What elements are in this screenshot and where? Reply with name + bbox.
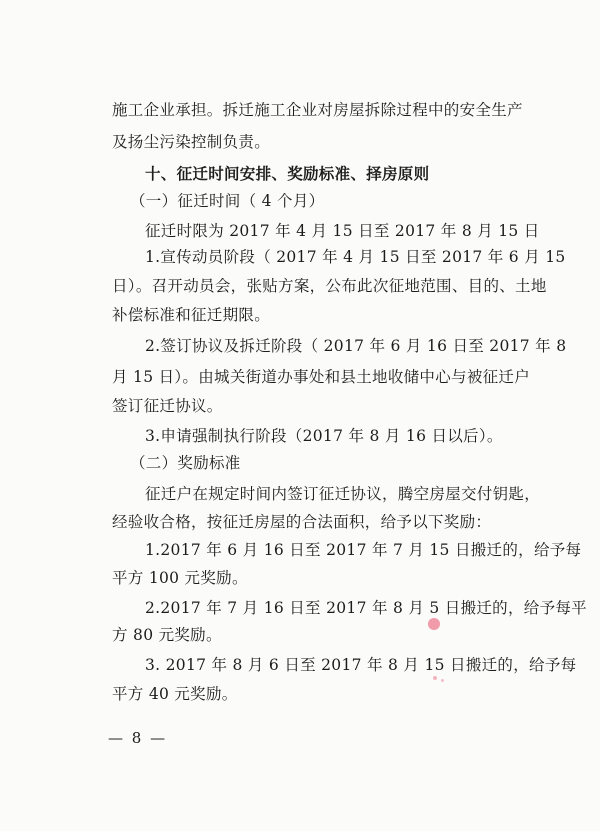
text-line-10: 月 15 日）。由城关街道办事处和县土地收储中心与被征迁户: [112, 368, 531, 386]
text-line-20: 3. 2017 年 8 月 6 日至 2017 年 8 月 15 日搬迁的，给予每: [145, 656, 577, 674]
text-line-16: 1.2017 年 6 月 16 日至 2017 年 7 月 15 日搬迁的，给予每: [145, 541, 582, 559]
text-line-5: 征迁时限为 2017 年 4 月 15 日至 2017 年 8 月 15 日: [145, 222, 540, 240]
text-line-11: 签订征迁协议。: [112, 397, 223, 415]
stamp-ink-speck: [441, 679, 444, 682]
text-line-8: 补偿标准和征迁期限。: [112, 306, 271, 324]
text-line-12: 3.申请强制执行阶段（2017 年 8 月 16 日以后）。: [145, 427, 503, 445]
text-line-1: 施工企业承担。拆迁施工企业对房屋拆除过程中的安全生产: [112, 101, 523, 119]
text-line-15: 经验收合格，按征迁房屋的合法面积，给予以下奖励：: [112, 513, 492, 531]
stamp-ink-mark: [428, 618, 440, 630]
text-line-2: 及扬尘污染控制负责。: [112, 133, 271, 151]
text-line-14: 征迁户在规定时间内签订征迁协议，腾空房屋交付钥匙，: [145, 485, 541, 503]
subsection-heading-2: （二）奖励标准: [130, 454, 241, 472]
text-line-6: 1.宣传动员阶段（ 2017 年 4 月 15 日至 2017 年 6 月 15: [145, 248, 566, 266]
text-line-9: 2.签订协议及拆迁阶段（ 2017 年 6 月 16 日至 2017 年 8: [145, 337, 567, 355]
text-line-7: 日）。召开动员会，张贴方案，公布此次征地范围、目的、土地: [112, 277, 547, 295]
section-heading-10: 十、征迁时间安排、奖励标准、择房原则: [145, 165, 430, 183]
text-line-21: 平方 40 元奖励。: [112, 685, 238, 703]
page-number: — 8 —: [108, 729, 168, 747]
text-line-19: 方 80 元奖励。: [112, 626, 222, 644]
subsection-heading-1: （一）征迁时间（ 4 个月）: [130, 192, 325, 210]
text-line-17: 平方 100 元奖励。: [112, 569, 248, 587]
text-line-18: 2.2017 年 7 月 16 日至 2017 年 8 月 5 日搬迁的，给予每平: [145, 599, 587, 617]
stamp-ink-speck: [433, 676, 437, 680]
